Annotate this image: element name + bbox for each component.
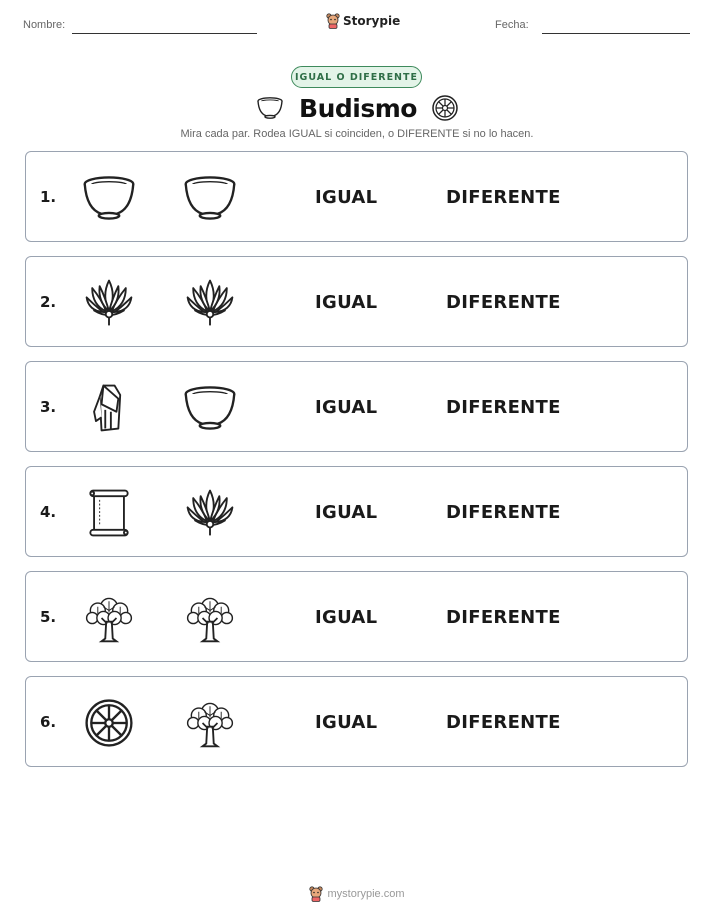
brand-name: Storypie bbox=[343, 14, 401, 28]
left-image bbox=[81, 172, 137, 224]
diferente-option[interactable]: DIFERENTE bbox=[446, 607, 561, 628]
question-number: 1. bbox=[40, 188, 57, 206]
instructions: Mira cada par. Rodea IGUAL si coinciden, o DIFERENTE si no lo hacen. bbox=[180, 128, 534, 140]
name-field[interactable] bbox=[72, 33, 257, 34]
date-label: Fecha: bbox=[495, 19, 529, 31]
footer bbox=[0, 886, 714, 902]
brand-logo bbox=[326, 13, 400, 29]
dharma-wheel-icon bbox=[431, 94, 459, 122]
igual-option[interactable]: IGUAL bbox=[315, 607, 378, 628]
diferente-option[interactable]: DIFERENTE bbox=[446, 397, 561, 418]
igual-option[interactable]: IGUAL bbox=[315, 397, 378, 418]
title-row bbox=[0, 91, 714, 125]
diferente-option[interactable]: DIFERENTE bbox=[446, 502, 561, 523]
question-row bbox=[25, 361, 688, 452]
footer-url: mystorypie.com bbox=[327, 888, 405, 900]
lotus-icon bbox=[182, 487, 238, 539]
bodhi-tree-icon bbox=[182, 697, 238, 749]
question-row bbox=[25, 676, 688, 767]
question-row bbox=[25, 151, 688, 242]
bowl-icon bbox=[182, 382, 238, 434]
diferente-option[interactable]: DIFERENTE bbox=[446, 187, 561, 208]
left-image bbox=[81, 697, 137, 749]
bear-mascot-icon bbox=[309, 886, 323, 902]
question-row bbox=[25, 571, 688, 662]
question-row bbox=[25, 466, 688, 557]
bodhi-tree-icon bbox=[81, 592, 137, 644]
right-image bbox=[182, 277, 238, 329]
igual-option[interactable]: IGUAL bbox=[315, 502, 378, 523]
question-row bbox=[25, 256, 688, 347]
question-number: 6. bbox=[40, 713, 57, 731]
right-image bbox=[182, 382, 238, 434]
left-image bbox=[81, 277, 137, 329]
question-number: 2. bbox=[40, 293, 57, 311]
bowl-icon bbox=[255, 96, 285, 120]
left-image bbox=[81, 592, 137, 644]
igual-option[interactable]: IGUAL bbox=[315, 712, 378, 733]
right-image bbox=[182, 697, 238, 749]
left-image bbox=[81, 382, 137, 434]
right-image bbox=[182, 592, 238, 644]
bodhi-tree-icon bbox=[182, 592, 238, 644]
diferente-option[interactable]: DIFERENTE bbox=[446, 712, 561, 733]
left-image bbox=[81, 487, 137, 539]
question-number: 5. bbox=[40, 608, 57, 626]
igual-option[interactable]: IGUAL bbox=[315, 292, 378, 313]
bowl-icon bbox=[81, 172, 137, 224]
name-label: Nombre: bbox=[23, 19, 66, 31]
igual-option[interactable]: IGUAL bbox=[315, 187, 378, 208]
bear-mascot-icon bbox=[326, 13, 340, 29]
worksheet-type-badge: IGUAL O DIFERENTE bbox=[291, 66, 422, 88]
right-image bbox=[182, 172, 238, 224]
lotus-icon bbox=[81, 277, 137, 329]
bowl-icon bbox=[182, 172, 238, 224]
question-number: 3. bbox=[40, 398, 57, 416]
scroll-icon bbox=[81, 487, 137, 539]
right-image bbox=[182, 487, 238, 539]
lotus-icon bbox=[182, 277, 238, 329]
robe-icon bbox=[81, 382, 137, 434]
page-title: Budismo bbox=[299, 93, 417, 123]
dharma-wheel-icon bbox=[81, 697, 137, 749]
date-field[interactable] bbox=[542, 33, 690, 34]
diferente-option[interactable]: DIFERENTE bbox=[446, 292, 561, 313]
question-number: 4. bbox=[40, 503, 57, 521]
